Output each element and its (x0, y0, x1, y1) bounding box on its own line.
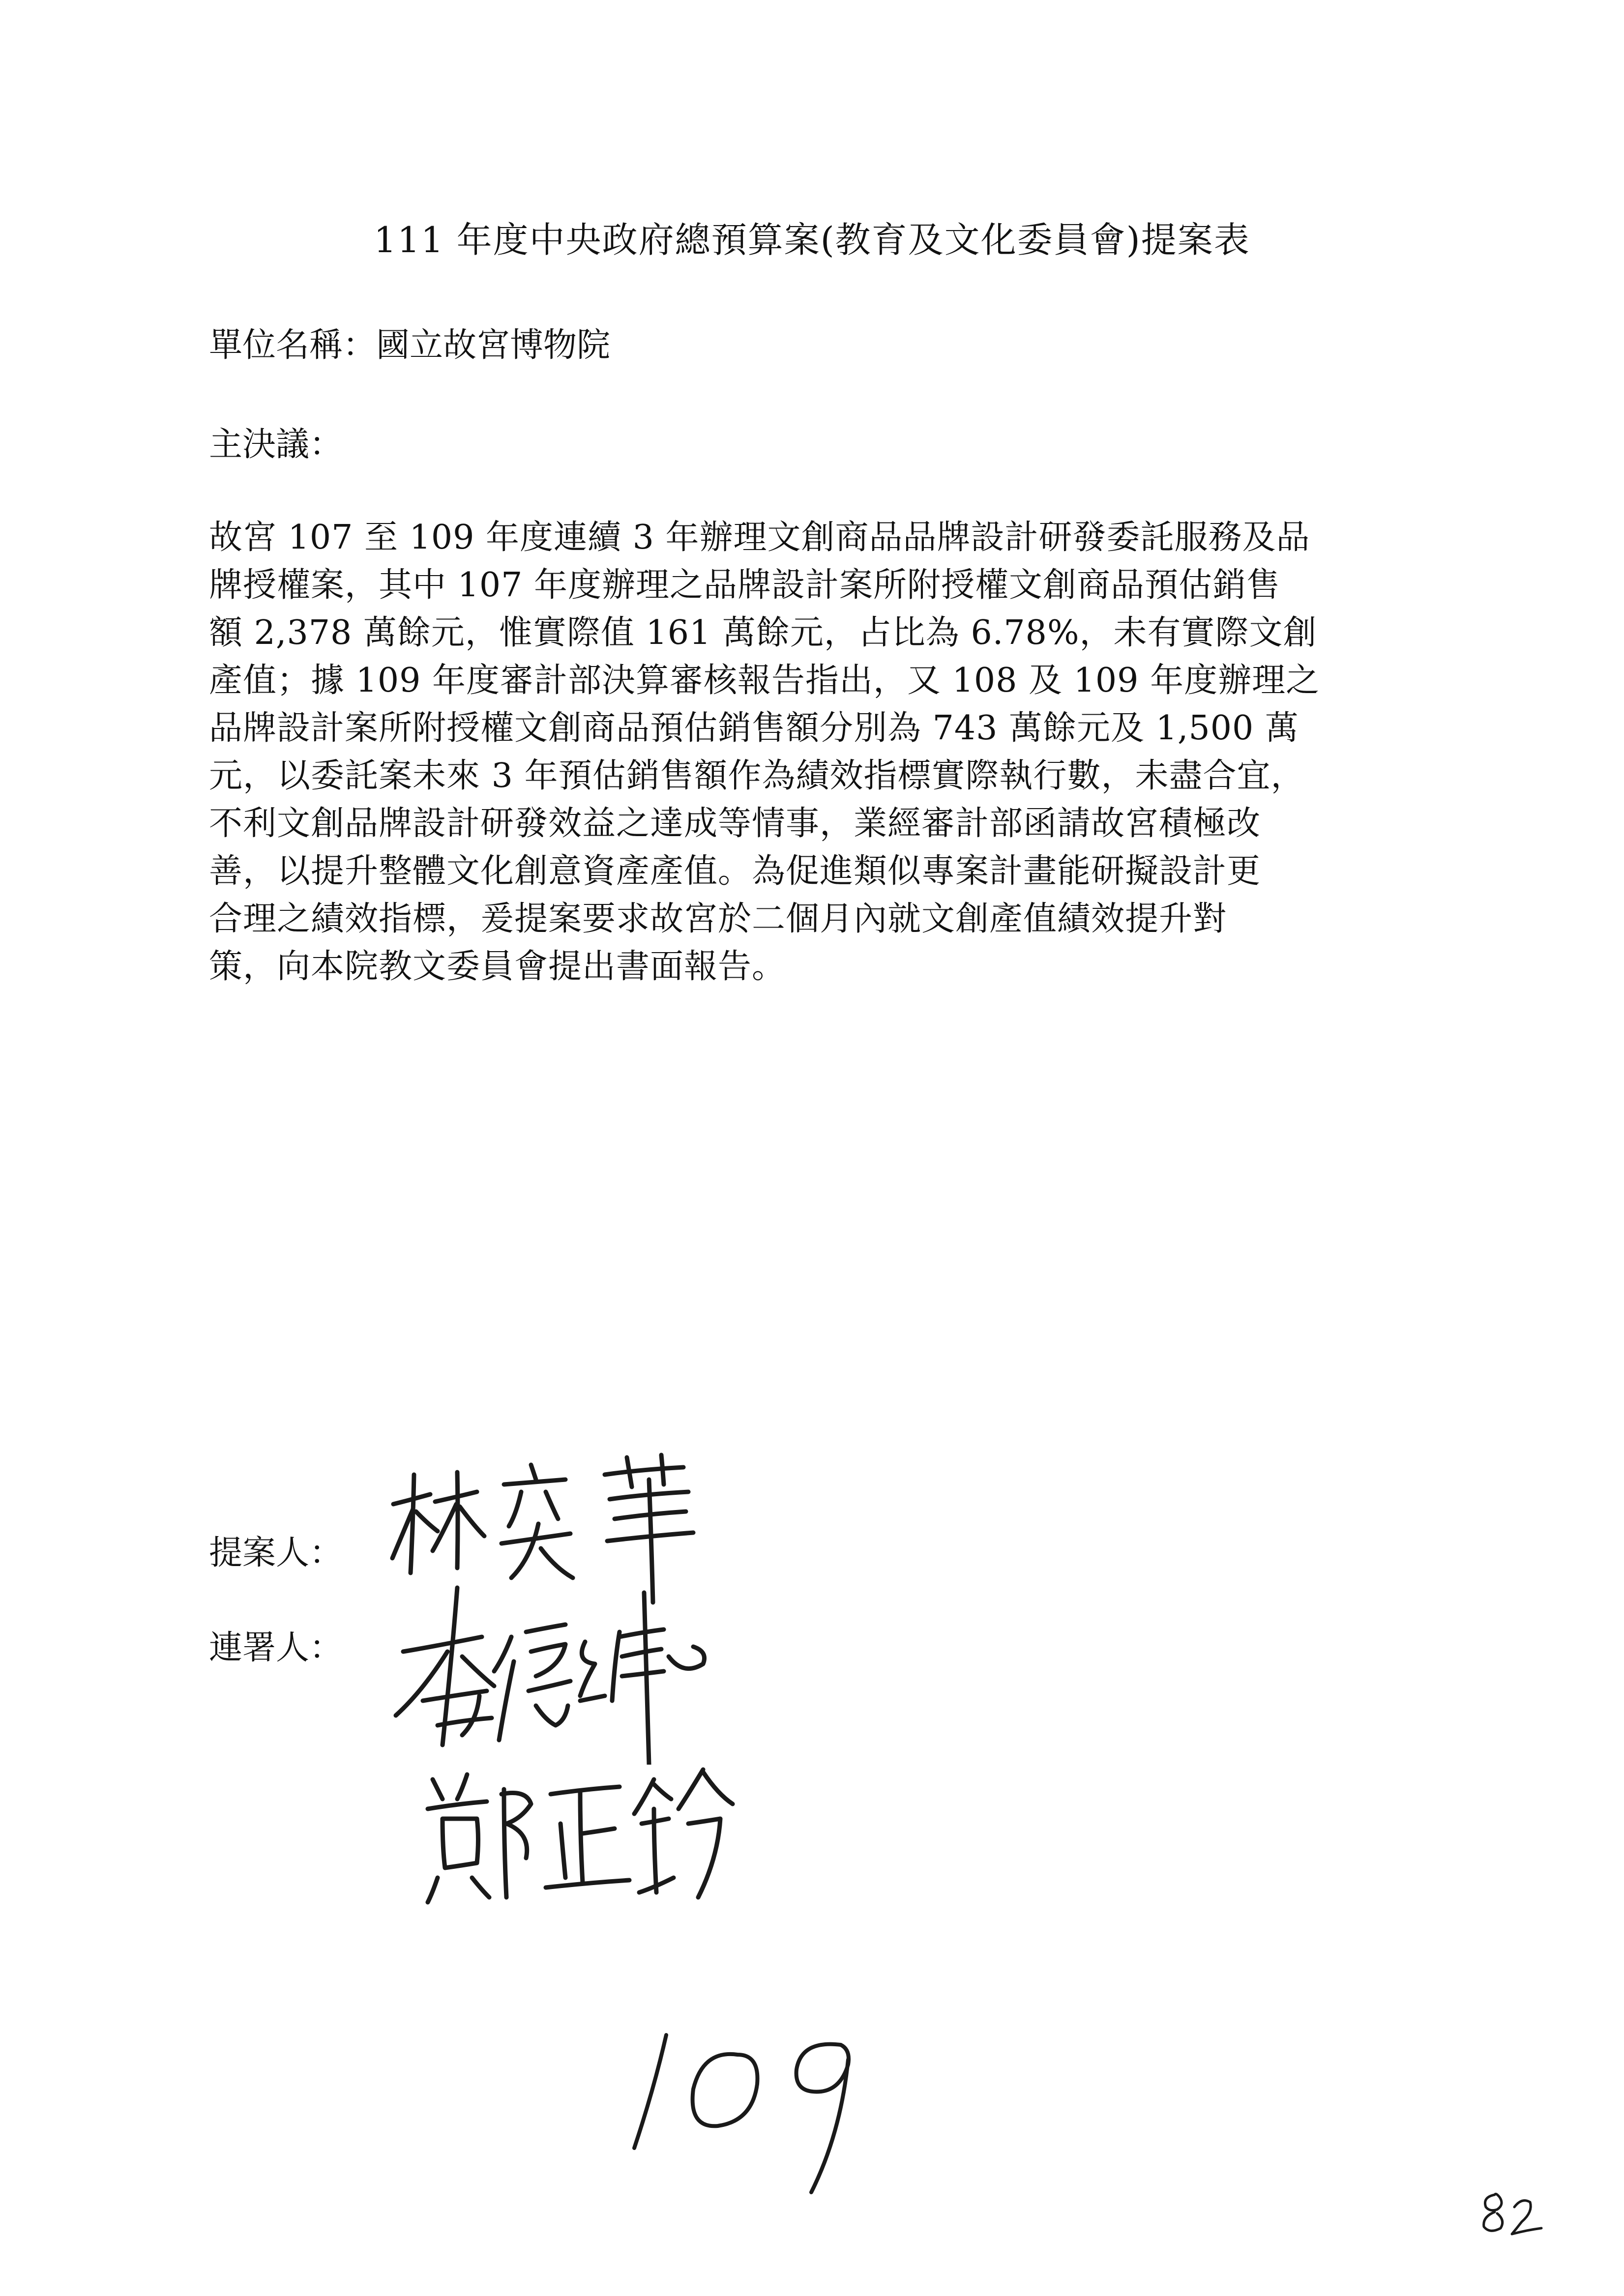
cosigner-signature-1 (388, 1578, 733, 1765)
body-line: 故宮 107 至 109 年度連續 3 年辦理文創商品品牌設計研發委託服務及品 (209, 518, 1310, 557)
cosigner-signature-2 (423, 1750, 738, 1907)
resolution-body (209, 514, 1438, 990)
handwritten-page-number (624, 2010, 900, 2197)
body-line: 元，以委託案未來 3 年預估銷售額作為績效指標實際執行數，未盡合宜， (209, 756, 1305, 795)
body-line: 策，向本院教文委員會提出書面報告。 (209, 947, 786, 986)
cosigner-label: 連署人： (209, 1628, 343, 1667)
body-line: 牌授權案，其中 107 年度辦理之品牌設計案所附授權文創商品預估銷售 (209, 566, 1281, 605)
body-line: 產值；據 109 年度審計部決算審核報告指出，又 108 及 109 年度辦理之 (209, 661, 1320, 700)
unit-line (209, 319, 610, 366)
proposer-label: 提案人： (209, 1534, 343, 1572)
resolution-label: 主決議： (209, 425, 343, 464)
body-line: 善，以提升整體文化創意資產產值。為促進類似專案計畫能研擬設計更 (209, 852, 1261, 891)
page-title: 111 年度中央政府總預算案(教育及文化委員會)提案表 (374, 219, 1250, 261)
unit-name: 國立故宮博物院 (376, 326, 611, 365)
body-line: 合理之績效指標，爰提案要求故宮於二個月內就文創產值績效提升對 (209, 900, 1227, 938)
unit-label: 單位名稱： (209, 326, 377, 365)
corner-mark (1475, 2185, 1554, 2239)
body-line: 品牌設計案所附授權文創商品預估銷售額分別為 743 萬餘元及 1,500 萬 (209, 709, 1299, 748)
body-line: 不利文創品牌設計研發效益之達成等情事，業經審計部函請故宮積極改 (209, 804, 1261, 843)
body-line: 額 2,378 萬餘元，惟實際值 161 萬餘元，占比為 6.78%，未有實際文創 (209, 613, 1317, 652)
